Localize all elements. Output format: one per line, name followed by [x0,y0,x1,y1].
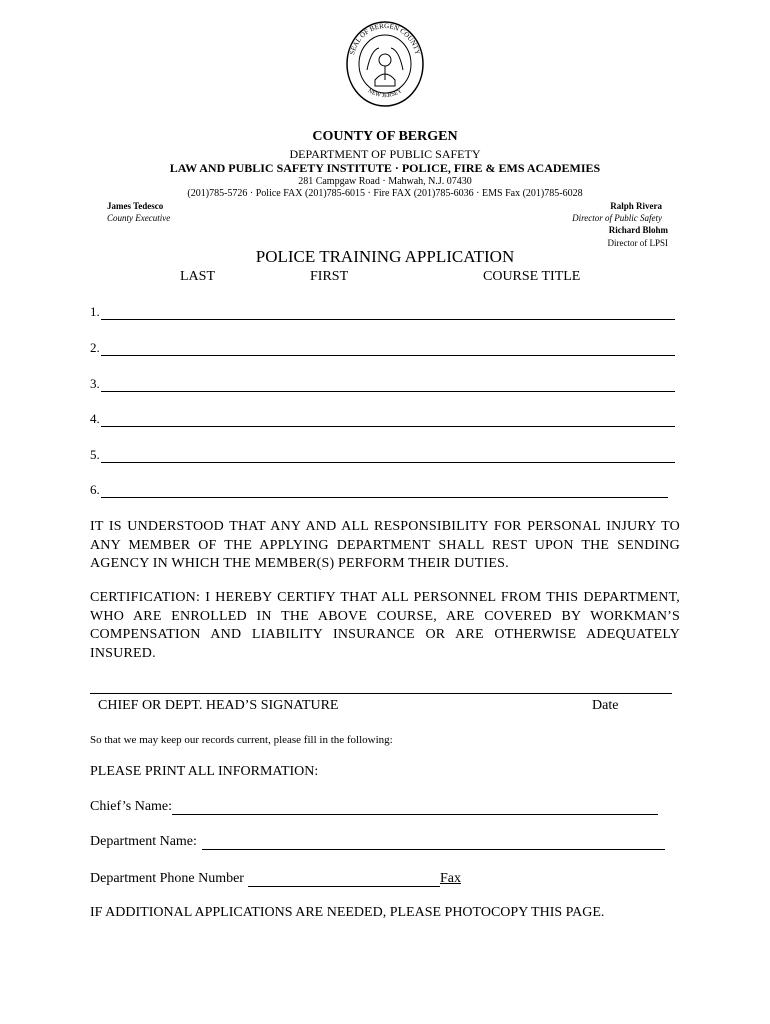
applicant-line-3[interactable] [90,376,675,392]
print-note: PLEASE PRINT ALL INFORMATION: [90,764,319,779]
official-left-title: County Executive [107,213,171,223]
official-right1-title: Director of Public Safety [572,213,662,223]
fax-label: Fax [439,871,461,886]
address: 281 Campgaw Road · Mahwah, N.J. 07430 [298,176,472,187]
line-number: 2. [90,340,100,355]
department-name-input[interactable] [202,836,665,850]
chief-name-field[interactable] [90,799,670,815]
department-phone-field[interactable] [90,871,461,887]
department-name-field[interactable] [90,834,675,850]
department-name: DEPARTMENT OF PUBLIC SAFETY [289,147,481,161]
records-note: So that we may keep our records current, please fill in the following: [90,734,393,746]
county-seal [345,20,425,108]
official-right2-name: Richard Blohm [608,225,668,235]
signature-line[interactable] [90,693,672,694]
phone-numbers: (201)785-5726 · Police FAX (201)785-6015 · Fire FAX (201)785-6036 · EMS Fax (201)785-6028 [187,188,583,199]
institute-name: LAW AND PUBLIC SAFETY INSTITUTE · POLICE, FIRE & EMS ACADEMIES [169,161,601,175]
applicant-line-5[interactable] [90,447,675,463]
official-right2-title: Director of LPSI [607,238,668,248]
department-phone-input[interactable] [248,873,440,887]
applicant-line-6[interactable] [90,482,668,498]
line-number: 6. [90,482,100,497]
responsibility-statement: IT IS UNDERSTOOD THAT ANY AND ALL RESPONSIBILITY FOR PERSONAL INJURY TO ANY MEMBER OF THE APPLYING DEPARTMENT SHALL REST UPON THE SENDING AGENCY IN WHICH THE MEMBER(S) PERFORM THEIR DUTIES. [90,519,680,571]
chief-name-label: Chief’s Name: [90,799,173,814]
county-name: COUNTY OF BERGEN [312,129,458,144]
line-number: 5. [90,447,100,462]
official-left-name: James Tedesco [107,201,164,211]
seal-text-bottom: NEW JERSEY [366,88,404,100]
applicant-line-4[interactable] [90,411,675,427]
column-course-title: COURSE TITLE [483,269,581,284]
footer-note: IF ADDITIONAL APPLICATIONS ARE NEEDED, PLEASE PHOTOCOPY THIS PAGE. [90,905,605,920]
seal-text-top: SEAL OF BERGEN COUNTY [348,21,422,56]
form-title: POLICE TRAINING APPLICATION [255,247,515,266]
date-label: Date [592,698,619,713]
column-first: FIRST [310,269,349,284]
line-number: 3. [90,376,100,391]
department-phone-label: Department Phone Number [90,871,244,886]
chief-name-input[interactable] [172,801,658,815]
svg-text:SEAL OF BERGEN COUNTY [348,22,422,56]
line-number: 4. [90,411,100,426]
applicant-line-1[interactable] [90,304,675,320]
line-number: 1. [90,304,100,319]
department-name-label: Department Name: [90,834,197,849]
certification-statement: CERTIFICATION: I HEREBY CERTIFY THAT ALL PERSONNEL FROM THIS DEPARTMENT, WHO ARE ENROLLED IN THE ABOVE COURSE, ARE COVERED BY WORKMAN’S COMPENSATION AND LIABILITY INSURANCE OR ARE OTHERWISE ADEQUATELY INSURED. [90,590,680,661]
column-last: LAST [180,269,215,284]
official-right1-name: Ralph Rivera [610,201,662,211]
applicant-line-2[interactable] [90,340,675,356]
signature-label: CHIEF OR DEPT. HEAD’S SIGNATURE [98,698,339,713]
